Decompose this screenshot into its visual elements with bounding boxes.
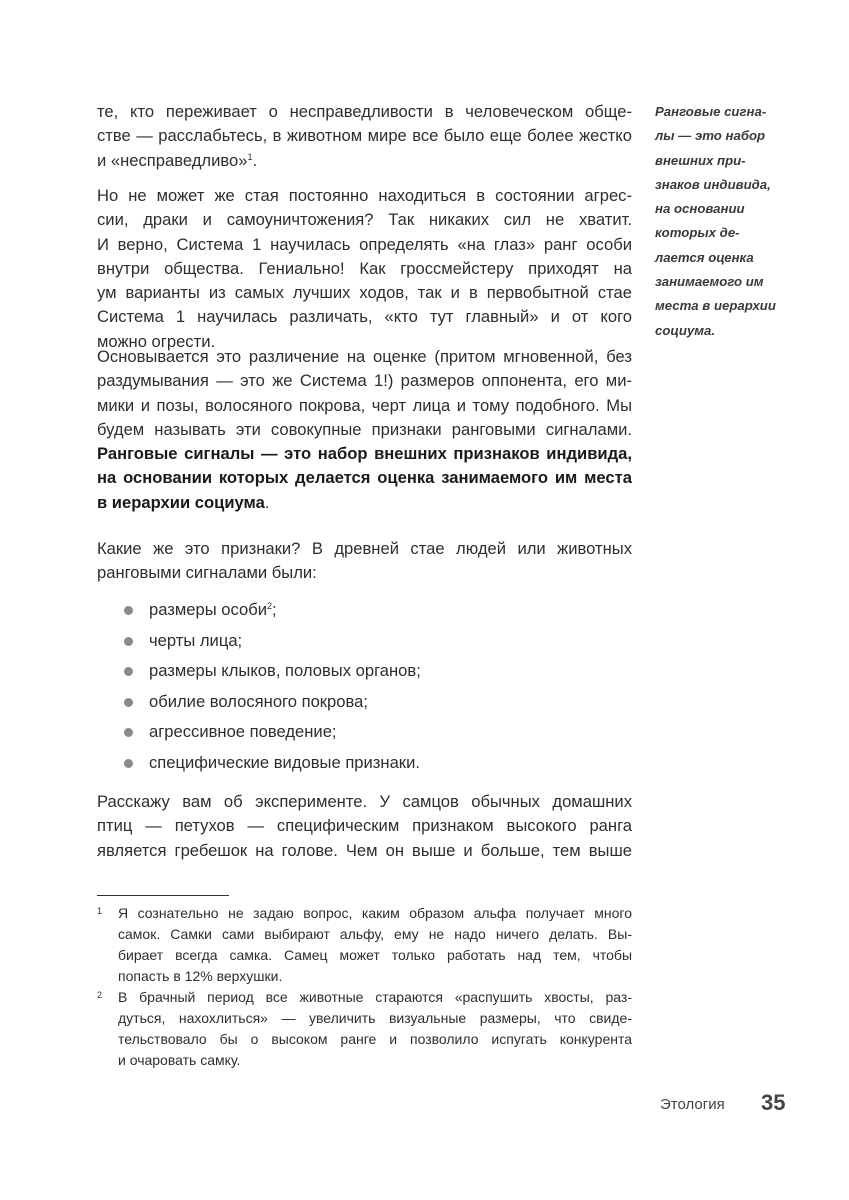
bullet-icon bbox=[124, 698, 133, 707]
text-line: Основывается это различение на оценке (притом мгновенной, без bbox=[97, 347, 632, 366]
list-item bbox=[97, 750, 632, 781]
text-line: сии, драки и самоуничтожения? Так никаких сил не хватит. bbox=[97, 210, 632, 230]
text: обилие волосяного покрова; bbox=[149, 691, 368, 711]
text-line: занимаемого им bbox=[655, 274, 764, 290]
bullet-icon bbox=[124, 637, 133, 646]
text-line: И верно, Система 1 научилась определять «на глаз» ранг особи bbox=[97, 234, 632, 254]
text-line: Ранговые сигна- bbox=[655, 104, 767, 119]
footnote-1 bbox=[97, 903, 632, 987]
list-item bbox=[97, 597, 632, 628]
text-line: Но не может же стая постоянно находиться в состоянии агрес- bbox=[97, 186, 632, 205]
text-line: можно огрести. bbox=[97, 331, 216, 351]
text: агрессивное поведение; bbox=[149, 722, 337, 741]
running-footer-section: Этология bbox=[660, 1096, 725, 1113]
margin-note bbox=[655, 100, 795, 343]
text: размеры особи bbox=[149, 600, 267, 619]
paragraph-2 bbox=[97, 184, 632, 354]
footnote-ref[interactable]: 2 bbox=[267, 601, 273, 611]
footnote-number: 2 bbox=[97, 990, 103, 1000]
text: . bbox=[264, 492, 270, 512]
list-item bbox=[97, 719, 632, 750]
text-line bbox=[97, 149, 632, 173]
text-line: внешних при- bbox=[655, 152, 746, 168]
text: . bbox=[252, 150, 258, 170]
paragraph-3 bbox=[97, 345, 632, 515]
text-line: Какие же это признаки? В древней стае людей или животных bbox=[97, 539, 632, 558]
footnote-2 bbox=[97, 987, 632, 1071]
text-line: является гребешок на голове. Чем он выше и больше, тем выше bbox=[97, 840, 632, 860]
paragraph-5 bbox=[97, 790, 632, 863]
footnote-divider bbox=[97, 895, 229, 896]
text-line: дуться, нахохлиться» — увеличить визуальные размеры, что свиде- bbox=[118, 1010, 632, 1026]
text: черты лица; bbox=[149, 630, 243, 650]
definition-line: Ранговые сигналы — это набор внешних признаков индивида, bbox=[97, 444, 632, 464]
text-line: те, кто переживает о несправедливости в человеческом обще- bbox=[97, 102, 632, 121]
text-line: социума. bbox=[655, 322, 716, 338]
text-line: и очаровать самку. bbox=[118, 1052, 241, 1068]
bullet-list bbox=[97, 597, 632, 780]
bullet-icon bbox=[124, 606, 133, 615]
definition-line: в иерархии социума bbox=[97, 492, 265, 512]
text-line: мики и позы, волосяного покрова, черт лица и тому подобного. Мы bbox=[97, 395, 632, 415]
footnote-ref[interactable]: 1 bbox=[247, 151, 253, 162]
text-line: будем называть эти совокупные признаки ранговыми сигналами. bbox=[97, 419, 632, 439]
text-line: попасть в 12% верхушки. bbox=[118, 968, 283, 984]
list-item bbox=[97, 658, 632, 689]
text-line: лается оценка bbox=[655, 249, 754, 265]
text-line: ранговыми сигналами были: bbox=[97, 563, 317, 583]
list-item bbox=[97, 689, 632, 720]
text-line: лы — это набор bbox=[655, 128, 766, 144]
text: и «несправедливо» bbox=[97, 150, 248, 170]
text: ; bbox=[272, 600, 277, 619]
text-line: стве — расслабьтесь, в животном мире все было еще более жестко bbox=[97, 126, 632, 146]
paragraph-4 bbox=[97, 537, 632, 586]
text-line: птиц — петухов — специфическим признаком высокого ранга bbox=[97, 816, 632, 836]
list-item bbox=[97, 628, 632, 659]
text-line: Расскажу вам об эксперименте. У самцов обычных домашних bbox=[97, 792, 632, 811]
bullet-icon bbox=[124, 728, 133, 737]
paragraph-1 bbox=[97, 100, 632, 173]
text-line: внутри общества. Гениально! Как гроссмейстеру приходят на bbox=[97, 258, 632, 278]
text: специфические видовые признаки. bbox=[149, 752, 420, 772]
definition-line: на основании которых делается оценка занимаемого им места bbox=[97, 468, 632, 488]
text-line: раздумывания — это же Система 1!) размеров оппонента, его ми- bbox=[97, 371, 632, 391]
text-line: места в иерархии bbox=[655, 298, 776, 314]
page-number: 35 bbox=[761, 1090, 786, 1115]
bullet-icon bbox=[124, 667, 133, 676]
text-line: Я сознательно не задаю вопрос, каким образом альфа получает много bbox=[118, 905, 632, 921]
text-line: которых де- bbox=[655, 225, 740, 241]
text-line: В брачный период все животные стараются «распушить хвосты, раз- bbox=[118, 989, 632, 1005]
text-line: тельствовало бы о высоком ранге и позволило испугать конкурента bbox=[118, 1031, 632, 1047]
text-line: бирает всегда самка. Самец может только работать над тем, чтобы bbox=[118, 947, 632, 963]
text-line: самок. Самки сами выбирают альфу, ему не надо ничего делать. Вы- bbox=[118, 926, 632, 942]
bullet-icon bbox=[124, 759, 133, 768]
text-line: Система 1 научилась различать, «кто тут главный» и от кого bbox=[97, 307, 632, 327]
text-line bbox=[97, 491, 632, 515]
text: размеры клыков, половых органов; bbox=[149, 661, 421, 680]
text-line: на основании bbox=[655, 201, 745, 217]
footnote-number: 1 bbox=[97, 906, 103, 916]
text-line: знаков индивида, bbox=[655, 176, 771, 192]
text-line: ум варианты из самых лучших ходов, так и в первобытной стае bbox=[97, 283, 632, 303]
